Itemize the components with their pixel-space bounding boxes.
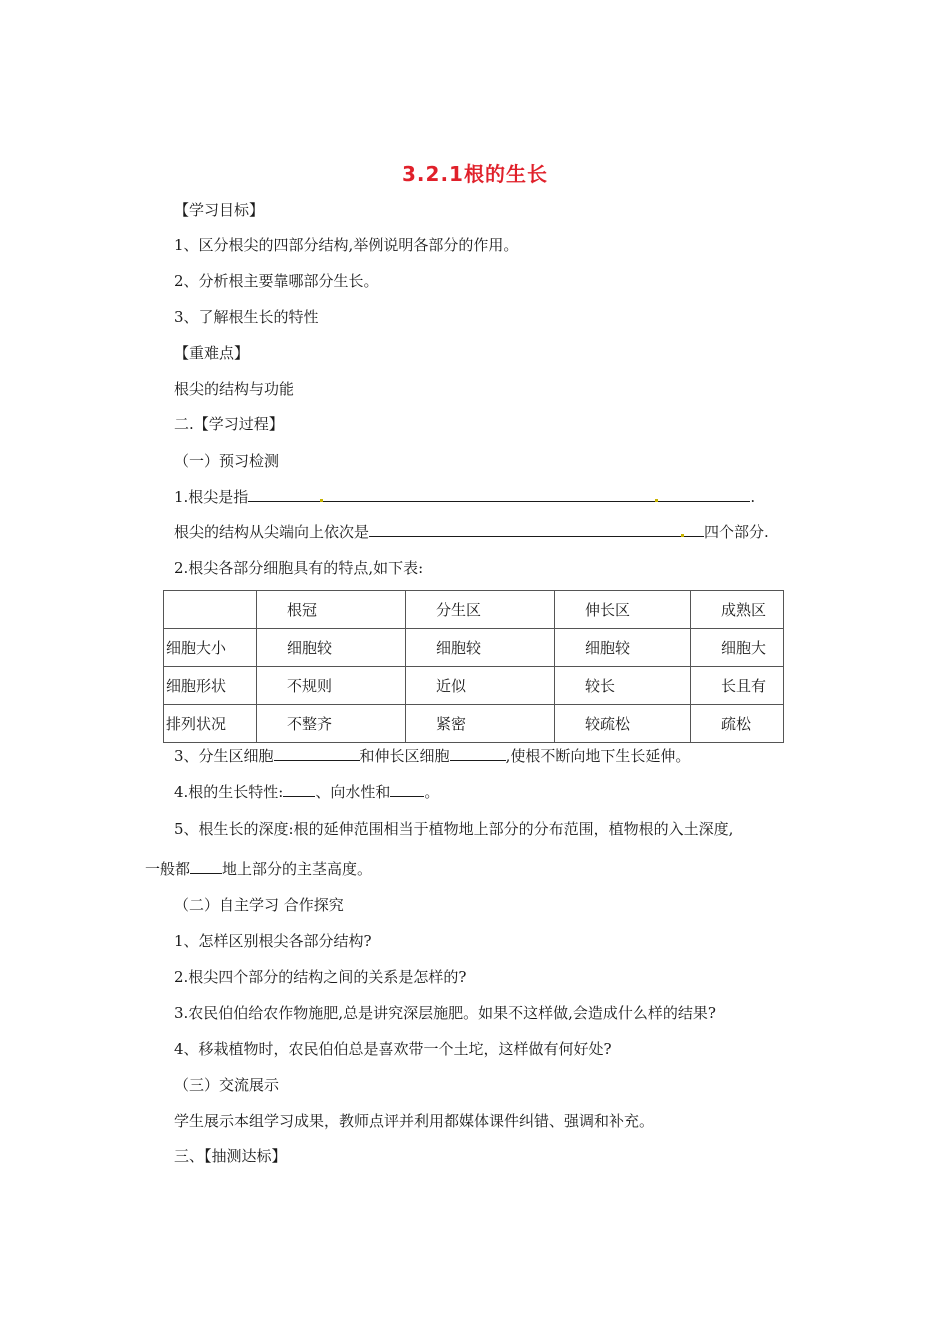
table-cell: 近似	[406, 667, 555, 705]
keypoint-heading: 【重难点】	[174, 344, 250, 362]
answer-blank[interactable]	[323, 487, 655, 502]
question-3	[174, 746, 690, 766]
self-study-heading: （二）自主学习 合作探究	[174, 896, 344, 914]
table-row-label: 细胞形状	[164, 667, 257, 705]
table-row-label: 细胞大小	[164, 629, 257, 667]
table-row	[164, 629, 784, 667]
table-cell: 细胞大	[691, 629, 784, 667]
answer-blank[interactable]	[658, 487, 750, 502]
question-3-text: ,使根不断向地下生长延伸。	[505, 747, 691, 765]
exchange-text: 学生展示本组学习成果，教师点评并利用都媒体课件纠错、强调和补充。	[174, 1112, 655, 1130]
self-study-question: 3.农民伯伯给农作物施肥,总是讲究深层施肥。如果不这样做,会造成什么样的结果?	[174, 1004, 716, 1022]
self-study-question: 4、移栽植物时，农民伯伯总是喜欢带一个土坨，这样做有何好处?	[174, 1040, 612, 1058]
self-study-question: 1、怎样区别根尖各部分结构?	[174, 932, 372, 950]
answer-blank[interactable]	[369, 522, 681, 537]
table-cell	[164, 591, 257, 629]
table-cell: 较长	[555, 667, 691, 705]
table-header-cell: 成熟区	[691, 591, 784, 629]
answer-blank[interactable]	[283, 782, 315, 797]
question-1b-text: 根尖的结构从尖端向上依次是	[174, 523, 370, 541]
objective-1: 1、区分根尖的四部分结构,举例说明各部分的作用。	[174, 236, 519, 254]
answer-blank[interactable]	[248, 487, 320, 502]
answer-blank[interactable]	[274, 746, 360, 761]
objective-3: 3、了解根生长的特性	[174, 308, 319, 326]
root-cell-table	[163, 590, 784, 743]
answer-blank[interactable]	[390, 782, 424, 797]
table-cell: 不整齐	[257, 705, 406, 743]
question-1b-end: 四个部分.	[704, 523, 769, 541]
question-2: 2.根尖各部分细胞具有的特点,如下表:	[174, 559, 424, 577]
table-header-cell: 伸长区	[555, 591, 691, 629]
objective-2: 2、分析根主要靠哪部分生长。	[174, 272, 379, 290]
question-4	[174, 782, 439, 802]
table-cell: 疏松	[691, 705, 784, 743]
question-3-text: 3、分生区细胞	[174, 747, 274, 765]
answer-blank[interactable]	[450, 746, 506, 761]
table-cell: 较疏松	[555, 705, 691, 743]
self-study-question: 2.根尖四个部分的结构之间的关系是怎样的?	[174, 968, 467, 986]
question-5a: 5、根生长的深度:根的延伸范围相当于植物地上部分的分布范围，植物根的入土深度,	[174, 820, 734, 838]
table-row	[164, 705, 784, 743]
question-1a-text: 1.根尖是指	[174, 488, 249, 506]
process-heading: 二.【学习过程】	[174, 415, 284, 433]
keypoint-text: 根尖的结构与功能	[174, 380, 295, 398]
table-cell: 细胞较	[555, 629, 691, 667]
exchange-heading: （三）交流展示	[174, 1076, 280, 1094]
question-1a	[174, 487, 755, 507]
table-row	[164, 667, 784, 705]
question-1b	[174, 522, 769, 542]
table-header-row	[164, 591, 784, 629]
objectives-heading: 【学习目标】	[174, 201, 265, 219]
question-4-text: 、向水性和	[315, 783, 391, 801]
table-header-cell: 根冠	[257, 591, 406, 629]
table-cell: 细胞较	[257, 629, 406, 667]
table-cell: 细胞较	[406, 629, 555, 667]
table-header-cell: 分生区	[406, 591, 555, 629]
table-cell: 紧密	[406, 705, 555, 743]
question-1a-end: .	[750, 488, 756, 506]
table-row-label: 排列状况	[164, 705, 257, 743]
question-5b-text: 一般都	[145, 860, 191, 878]
answer-blank[interactable]	[190, 859, 222, 874]
question-3-text: 和伸长区细胞	[359, 747, 450, 765]
test-heading: 三、【抽测达标】	[174, 1147, 287, 1165]
answer-blank[interactable]	[684, 522, 704, 537]
table-cell: 不规则	[257, 667, 406, 705]
preview-heading: （一）预习检测	[174, 452, 280, 470]
question-4-text: 。	[424, 783, 440, 801]
question-5b-text: 地上部分的主茎高度。	[222, 860, 373, 878]
question-5b	[145, 859, 372, 879]
question-4-text: 4.根的生长特性:	[174, 783, 284, 801]
table-cell: 长且有	[691, 667, 784, 705]
page-title: 3.2.1根的生长	[402, 162, 548, 186]
